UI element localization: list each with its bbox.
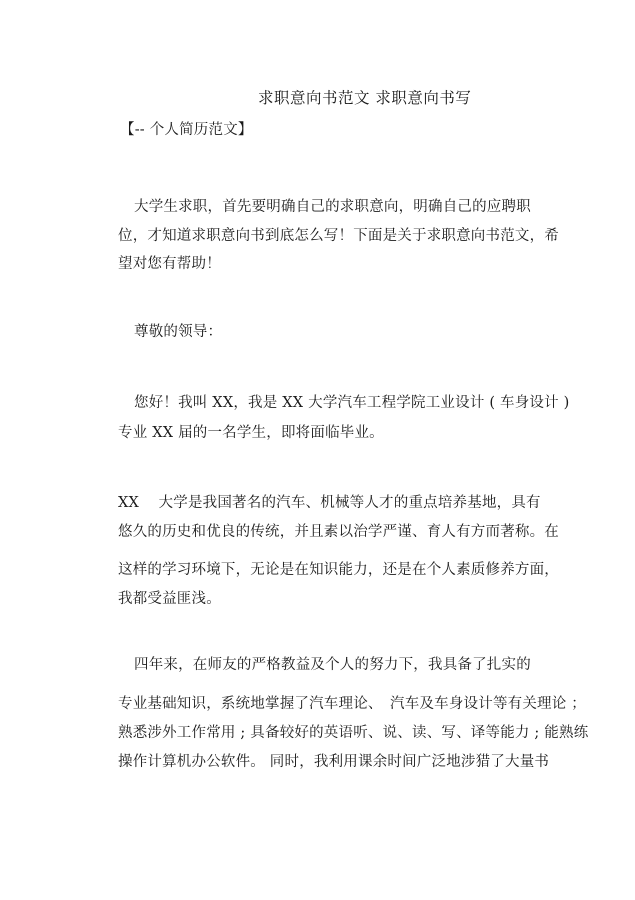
paragraph2-line-3: 这样的学习环境下，无论是在知识能力，还是在个人素质修养方面，: [118, 562, 559, 578]
paragraph3-line-3: 熟悉涉外工作常用 ; 具备较好的英语听、说、读、写、译等能力 ; 能熟练: [118, 725, 589, 741]
paragraph3-line-1: 四年来，在师友的严格教益及个人的努力下，我具备了扎实的: [134, 657, 531, 673]
intro-line-2: 位，才知道求职意向书到底怎么写！下面是关于求职意向书范文，希: [118, 228, 559, 244]
document-title: 求职意向书范文 求职意向书写: [258, 89, 472, 107]
paragraph2-line-1: XX 大学是我国著名的汽车、机械等人才的重点培养基地，具有: [118, 495, 541, 511]
salutation: 尊敬的领导：: [134, 324, 223, 340]
paragraph1-line-1: 您好！我叫 XX，我是 XX 大学汽车工程学院工业设计 ( 车身设计 ): [134, 395, 570, 411]
paragraph1-line-2: 专业 XX 届的一名学生，即将面临毕业。: [118, 425, 384, 441]
category-tag: 【-- 个人简历范文】: [120, 122, 253, 138]
intro-line-3: 望对您有帮助！: [118, 256, 221, 272]
paragraph3-line-4: 操作计算机办公软件。 同时，我利用课余时间广泛地涉猎了大量书: [118, 754, 550, 770]
paragraph3-line-2: 专业基础知识，系统地掌握了汽车理论、 汽车及车身设计等有关理论 ；: [118, 696, 586, 712]
intro-line-1: 大学生求职，首先要明确自己的求职意向，明确自己的应聘职: [134, 199, 531, 215]
paragraph2-line-4: 我都受益匪浅。: [118, 591, 221, 607]
paragraph2-line-2: 悠久的历史和优良的传统，并且素以治学严谨、育人有方而著称。在: [118, 524, 559, 540]
